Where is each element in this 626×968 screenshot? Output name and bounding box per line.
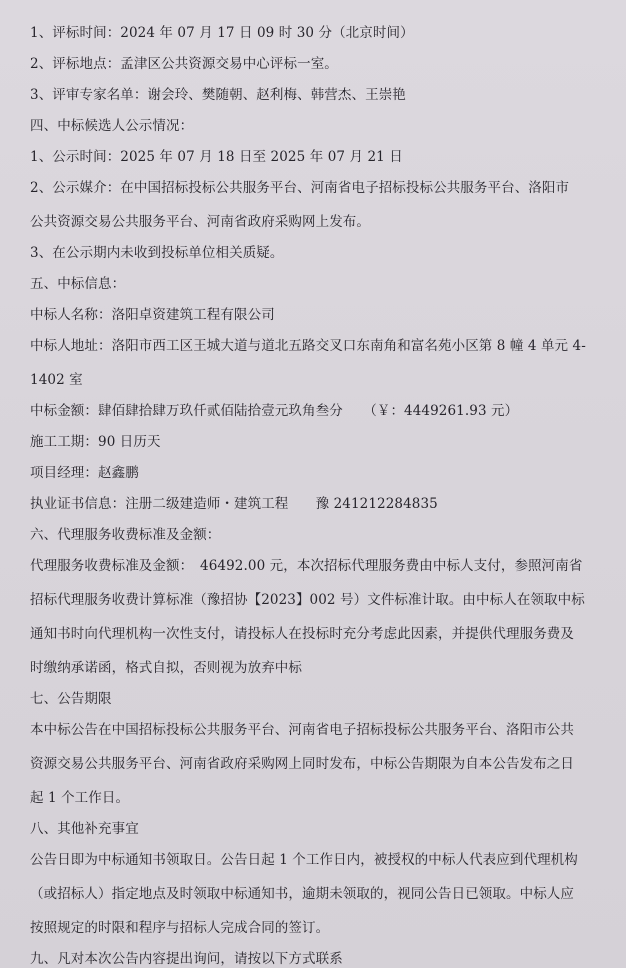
section-heading-publicity [30,117,596,135]
text-line: 时缴纳承诺函，格式自拟，否则视为放弃中标 [30,660,302,676]
text-line: 八、其他补充事宜 [30,821,139,837]
text-line: 公告日即为中标通知书领取日。公告日起 1 个工作日内，被授权的中标人代表应到代理机构 [30,852,578,868]
section-heading-agency-fee [30,526,596,544]
text-line: 3、评审专家名单：谢会玲、樊随朝、赵利梅、韩营杰、王崇艳 [30,87,406,103]
paragraph-construction-period [30,433,596,451]
text-line: 七、公告期限 [30,691,112,707]
text-line: 中标金额：肆佰肆拾肆万玖仟贰佰陆拾壹元玖角叁分 （￥：4449261.93 元） [30,403,519,419]
section-heading-award-info [30,275,596,293]
paragraph-announcement-period [30,721,596,807]
paragraph-project-manager [30,464,596,482]
text-line: 四、中标候选人公示情况： [30,118,194,134]
text-line: 通知书时向代理机构一次性支付，请投标人在投标时充分考虑此因素，并提供代理服务费及 [30,626,574,642]
text-line: 施工工期：90 日历天 [30,434,161,450]
paragraph-award-amount [30,402,596,420]
paragraph-other-matters [30,851,596,937]
section-heading-contact [30,950,596,968]
text-line: 资源交易公共服务平台、河南省政府采购网上同时发布，中标公告期限为自本公告发布之日 [30,756,574,772]
text-line: 本中标公告在中国招标投标公共服务平台、河南省电子招标投标公共服务平台、洛阳市公共 [30,722,574,738]
paragraph-evaluation-time [30,24,596,42]
text-line: 中标人名称：洛阳卓资建筑工程有限公司 [30,307,275,323]
paragraph-winner-name [30,306,596,324]
text-line: 五、中标信息： [30,276,126,292]
text-line: 执业证书信息：注册二级建造师・建筑工程 豫 241212284835 [30,496,438,512]
text-line: 代理服务收费标准及金额： 46492.00 元，本次招标代理服务费由中标人支付，参照河南省 [30,558,583,574]
text-line: 按照规定的时限和程序与招标人完成合同的签订。 [30,920,330,936]
text-line: 招标代理服务收费计算标准（豫招协【2023】002 号）文件标准计取。由中标人在领取中标 [30,592,585,608]
paragraph-publicity-media [30,179,596,231]
paragraph-expert-list [30,86,596,104]
text-line: 2、公示媒介：在中国招标投标公共服务平台、河南省电子招标投标公共服务平台、洛阳市 [30,180,570,196]
paragraph-winner-address [30,337,596,389]
section-heading-other-matters [30,820,596,838]
text-line: 公共资源交易公共服务平台、河南省政府采购网上发布。 [30,214,370,230]
text-line: 项目经理：赵鑫鹏 [30,465,139,481]
text-line: 1、评标时间：2024 年 07 月 17 日 09 时 30 分（北京时间） [30,25,414,41]
text-line: 起 1 个工作日。 [30,790,130,806]
paragraph-certificate-info [30,495,596,513]
text-line: 六、代理服务收费标准及金额： [30,527,221,543]
text-line: 1402 室 [30,372,83,388]
text-line: 九、凡对本次公告内容提出询问，请按以下方式联系 [30,951,343,967]
paragraph-evaluation-place [30,55,596,73]
text-line: 3、在公示期内未收到投标单位相关质疑。 [30,245,284,261]
text-line: 中标人地址：洛阳市西工区王城大道与道北五路交叉口东南角和富名苑小区第 8 幢 4 单元 4- [30,338,586,354]
section-heading-announcement-period [30,690,596,708]
paragraph-no-objection [30,244,596,262]
text-line: 2、评标地点：孟津区公共资源交易中心评标一室。 [30,56,338,72]
paragraph-agency-fee [30,557,596,677]
text-line: （或招标人）指定地点及时领取中标通知书，逾期未领取的，视同公告日已领取。中标人应 [30,886,574,902]
text-line: 1、公示时间：2025 年 07 月 18 日至 2025 年 07 月 21 日 [30,149,403,165]
paragraph-publicity-time [30,148,596,166]
